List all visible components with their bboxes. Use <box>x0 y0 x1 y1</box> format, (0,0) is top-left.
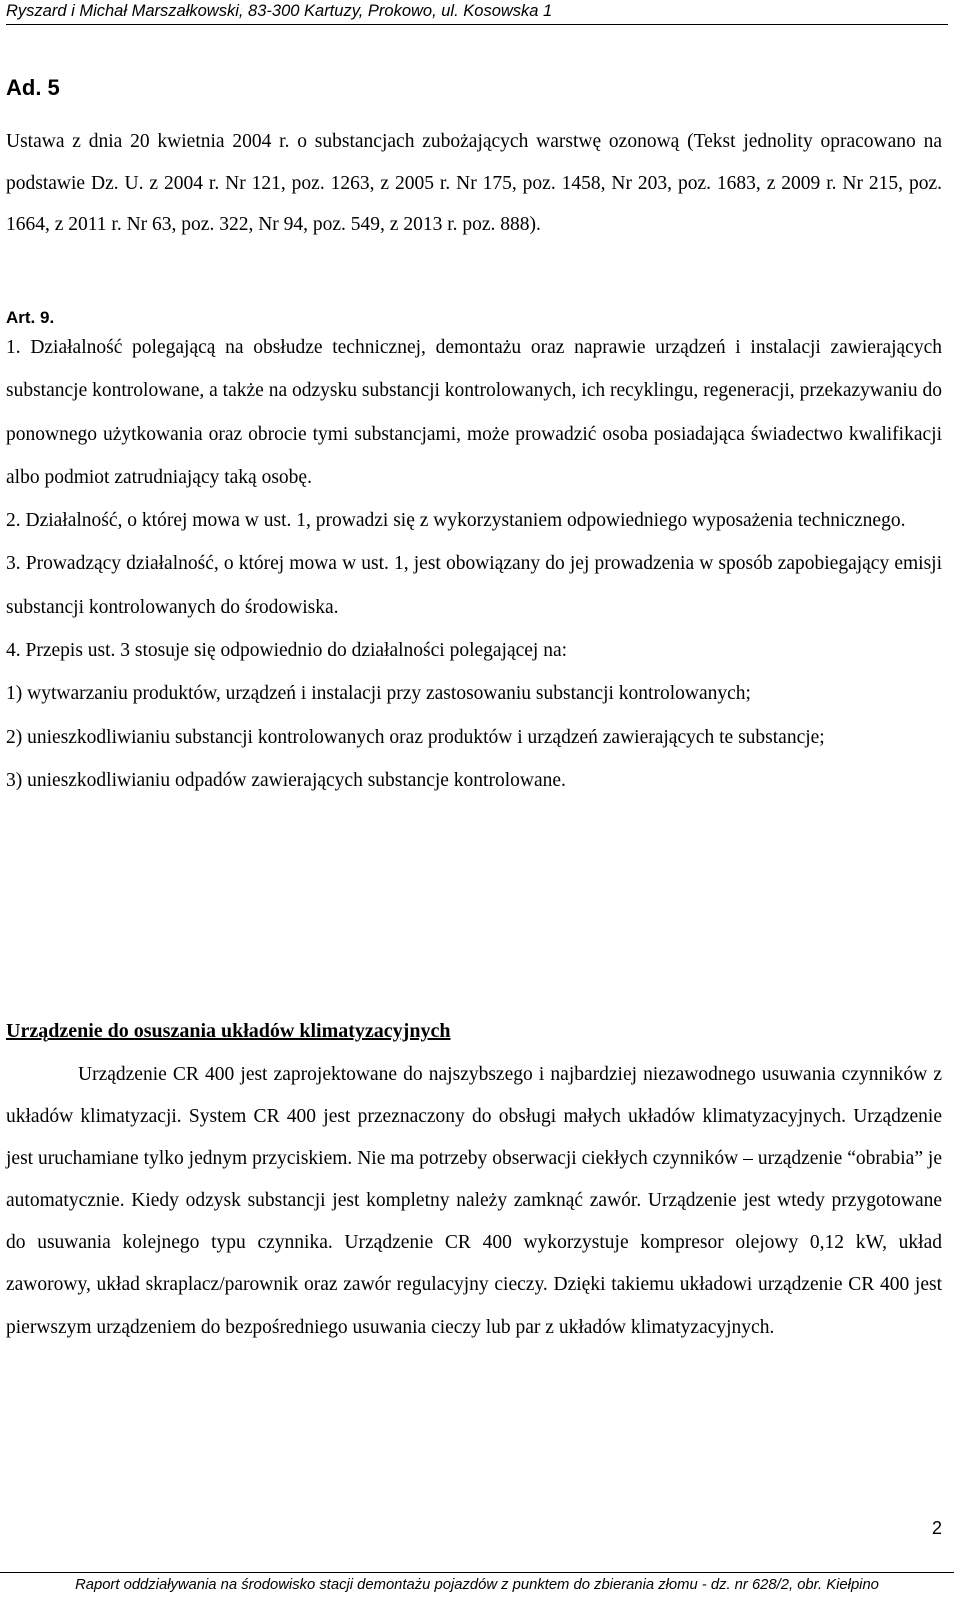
device-heading: Urządzenie do osuszania układów klimatyzacyjnych <box>6 1020 451 1042</box>
page-number: 2 <box>931 1518 942 1538</box>
article-point-3: 3) unieszkodliwianiu odpadów zawierających substancje kontrolowane. <box>6 769 566 791</box>
article-point-1: 1) wytwarzaniu produktów, urządzeń i instalacji przy zastosowaniu substancji kontrolowanych; <box>6 683 751 705</box>
device-description <box>6 1054 942 1349</box>
page-header: Ryszard i Michał Marszałkowski, 83-300 Kartuzy, Prokowo, ul. Kosowska 1 <box>6 0 948 25</box>
article-paragraph-2: 2. Działalność, o której mowa w ust. 1, prowadzi się z wykorzystaniem odpowiedniego wyposażenia technicznego. <box>6 510 906 532</box>
article-paragraph-3: 3. Prowadzący działalność, o której mowa w ust. 1, jest obowiązany do jej prowadzenia w sposób zapobiegający emisji substancji kontrolowanych do środowiska. <box>6 553 942 618</box>
device-paragraph: Urządzenie CR 400 jest zaprojektowane do najszybszego i najbardziej niezawodnego usuwania czynników z układów klimatyzacji. System CR 400 jest przeznaczony do obsługi małych układów klimatyzacyjnych. Urządzenie jest uruchamiane tylko jednym przyciskiem. Nie ma potrzeby obserwacji ciekłych czynników – urządzenie “obrabia” je automatycznie. Kiedy odzysk substancji jest kompletny należy zamknąć zawór. Urządzenie jest wtedy przygotowane do usuwania kolejnego typu czynnika. Urządzenie CR 400 wykorzystuje kompresor olejowy 0,12 kW, układ zaworowy, układ skraplacz/parownik oraz zawór regulacyjny cieczy. Dzięki takiemu układowi urządzenie CR 400 jest pierwszym urządzeniem do bezpośredniego usuwania cieczy lub par z układów klimatyzacyjnych. <box>6 1064 942 1338</box>
page-footer: Raport oddziaływania na środowisko stacji demontażu pojazdów z punktem do zbierania złomu - dz. nr 628/2, obr. Kiełpino <box>0 1572 954 1595</box>
article-point-2: 2) unieszkodliwianiu substancji kontrolowanych oraz produktów i urządzeń zawierających te substancje; <box>6 726 825 748</box>
article-paragraph-1: 1. Działalność polegającą na obsłudze technicznej, demontażu oraz naprawie urządzeń i instalacji zawierających substancje kontrolowane, a także na odzysku substancji kontrolowanych, ich recyklingu, regeneracji, przekazywaniu do ponownego użytkowania oraz obrocie tymi substancjami, może prowadzić osoba posiadająca świadectwo kwalifikacji albo podmiot zatrudniający taką osobę. <box>6 337 942 488</box>
article-body <box>6 326 942 802</box>
article-paragraph-4: 4. Przepis ust. 3 stosuje się odpowiednio do działalności polegającej na: <box>6 640 568 662</box>
article-title: Art. 9. <box>6 308 55 327</box>
law-reference: Ustawa z dnia 20 kwietnia 2004 r. o substancjach zubożających warstwę ozonową (Tekst jednolity opracowano na podstawie Dz. U. z 2004 r. Nr 121, poz. 1263, z 2005 r. Nr 175, poz. 1458, Nr 203, poz. 1683, z 2009 r. Nr 215, poz. 1664, z 2011 r. Nr 63, poz. 322, Nr 94, poz. 549, z 2013 r. poz. 888). <box>6 131 942 235</box>
section-title: Ad. 5 <box>6 75 60 100</box>
